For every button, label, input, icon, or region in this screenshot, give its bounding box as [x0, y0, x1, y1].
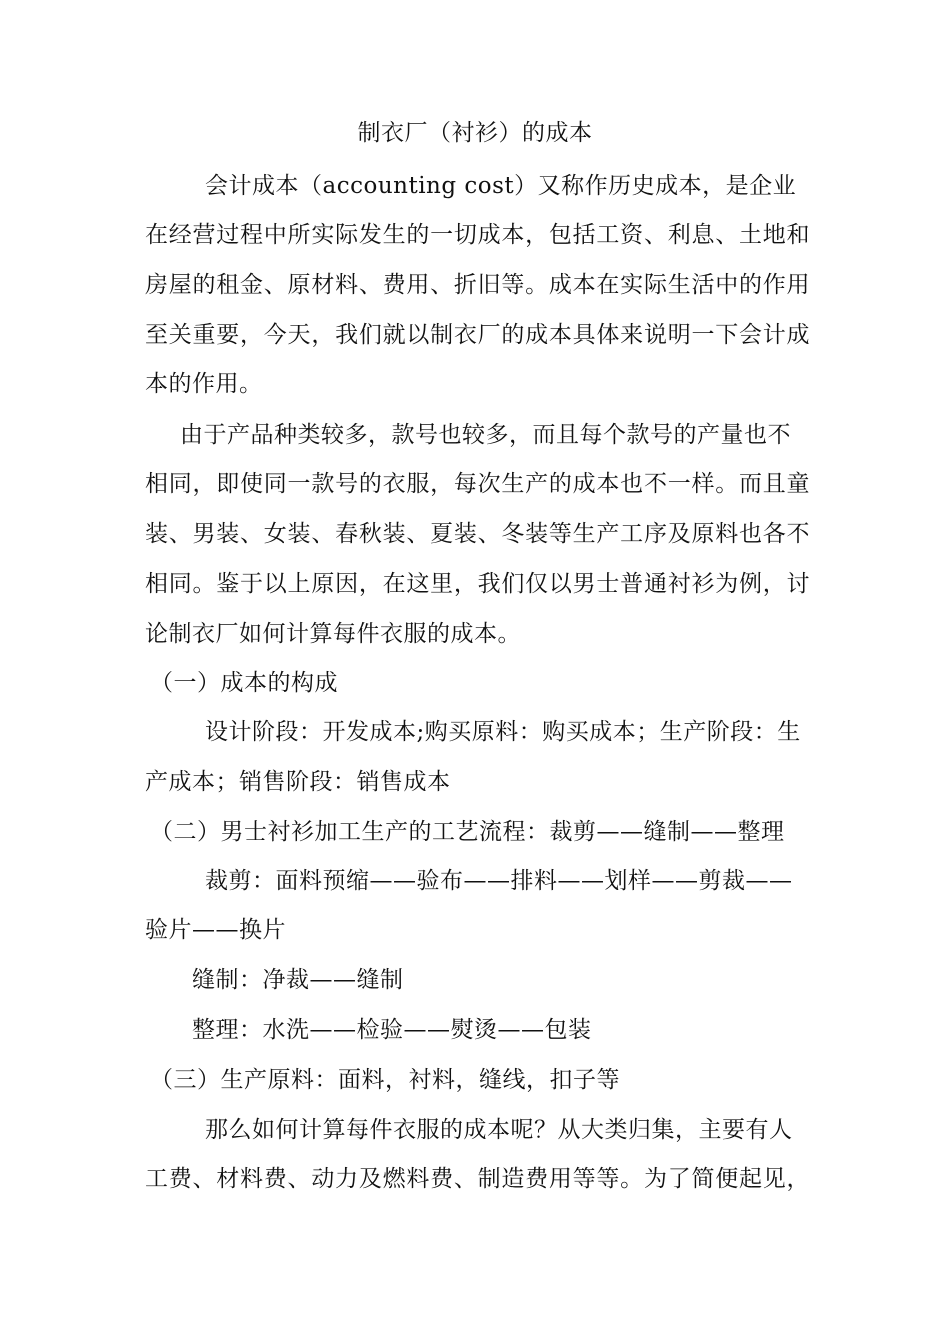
- paragraph-line: 裁剪：面料预缩——验布——排料——划样——剪裁——: [205, 868, 793, 894]
- paragraph-line: 验片——换片: [145, 917, 286, 943]
- paragraph-line: 装、男装、女装、春秋装、夏装、冬装等生产工序及原料也各不: [145, 521, 810, 547]
- section-heading: （三）生产原料：面料，衬料，缝线，扣子等: [150, 1067, 620, 1093]
- paragraph-line: 工费、材料费、动力及燃料费、制造费用等等。为了简便起见，: [145, 1166, 810, 1192]
- paragraph-line: 那么如何计算每件衣服的成本呢？从大类归集，主要有人: [205, 1117, 793, 1143]
- paragraph-line: 整理：水洗——检验——熨烫——包装: [192, 1017, 592, 1043]
- paragraph-line: 由于产品种类较多，款号也较多，而且每个款号的产量也不: [180, 422, 791, 448]
- paragraph-line: 相同。鉴于以上原因，在这里，我们仅以男士普通衬衫为例，讨: [145, 571, 810, 597]
- paragraph-line: 设计阶段：开发成本;购买原料：购买成本；生产阶段：生: [205, 719, 801, 745]
- paragraph-line: 会计成本（accounting cost）又称作历史成本，是企业: [205, 173, 797, 199]
- paragraph-line: 论制衣厂如何计算每件衣服的成本。: [145, 621, 521, 647]
- paragraph-line: 在经营过程中所实际发生的一切成本，包括工资、利息、土地和: [145, 222, 810, 248]
- section-heading: （一）成本的构成: [150, 670, 338, 696]
- paragraph-line: 产成本；销售阶段：销售成本: [145, 769, 451, 795]
- section-heading: （二）男士衬衫加工生产的工艺流程：裁剪——缝制——整理: [150, 819, 785, 845]
- paragraph-line: 缝制：净裁——缝制: [192, 967, 404, 993]
- paragraph-line: 相同，即使同一款号的衣服，每次生产的成本也不一样。而且童: [145, 471, 810, 497]
- paragraph-line: 至关重要，今天，我们就以制衣厂的成本具体来说明一下会计成: [145, 322, 810, 348]
- document-title: 制衣厂（衬衫）的成本: [357, 120, 593, 146]
- paragraph-line: 本的作用。: [145, 371, 263, 397]
- paragraph-line: 房屋的租金、原材料、费用、折旧等。成本在实际生活中的作用: [145, 272, 810, 298]
